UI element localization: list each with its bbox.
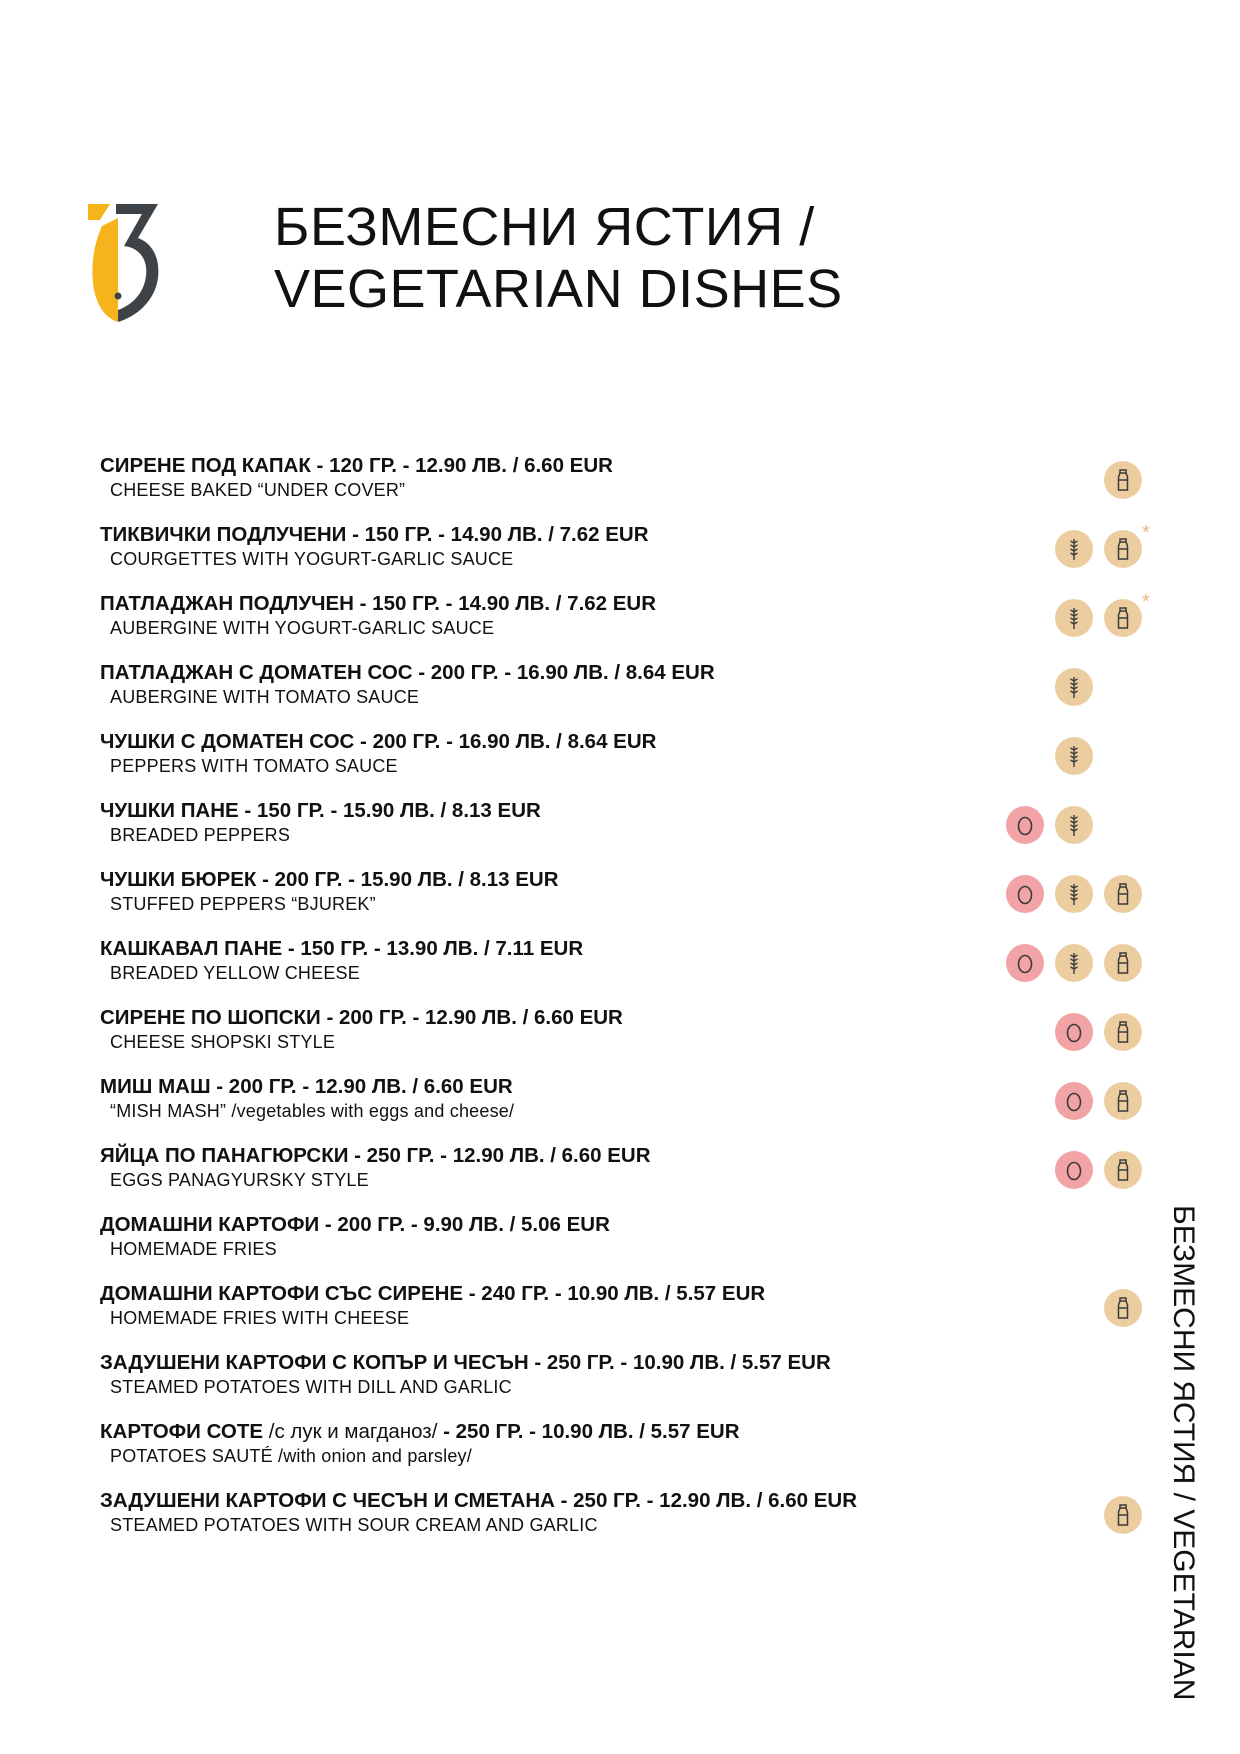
allergen-icons bbox=[1000, 806, 1160, 846]
dish-name-text: ПАТЛАДЖАН С ДОМАТЕН СОС - 200 ГР. - 16.90 ЛВ. / 8.64 EUR bbox=[100, 661, 715, 684]
dish-english-name: STEAMED POTATOES WITH DILL AND GARLIC bbox=[110, 1377, 512, 1397]
dish-name-text: СИРЕНЕ ПОД КАПАК - 120 ГР. - 12.90 ЛВ. / 6.60 EUR bbox=[100, 454, 613, 477]
milk-bottle-icon bbox=[1104, 1151, 1142, 1189]
dish-english-name: CHEESE BAKED “UNDER COVER” bbox=[110, 480, 406, 500]
allergen-icons bbox=[1000, 591, 1160, 639]
menu-item bbox=[100, 867, 1160, 936]
dish-english-name: PEPPERS WITH TOMATO SAUCE bbox=[110, 756, 398, 776]
dish-name-text: КАШКАВАЛ ПАНЕ - 150 ГР. - 13.90 ЛВ. / 7.11 EUR bbox=[100, 937, 584, 960]
allergen-icons bbox=[1000, 1220, 1160, 1260]
dish-name-text: СИРЕНЕ ПО ШОПСКИ - 200 ГР. - 12.90 ЛВ. / 6.60 EUR bbox=[100, 1006, 623, 1029]
dish-price-text: - 250 ГР. - 10.90 ЛВ. / 5.57 EUR bbox=[437, 1420, 740, 1443]
egg-allergen-icon bbox=[1055, 1013, 1093, 1051]
dish-name-text: ТИКВИЧКИ ПОДЛУЧЕНИ - 150 ГР. - 14.90 ЛВ. / 7.62 EUR bbox=[100, 523, 649, 546]
allergen-icons bbox=[1000, 1013, 1160, 1053]
egg-allergen-icon bbox=[1055, 1151, 1093, 1189]
milk-bottle-icon bbox=[1104, 530, 1142, 568]
dish-english-name: “MISH MASH” /vegetables with eggs and cheese/ bbox=[110, 1101, 515, 1121]
milk-bottle-icon bbox=[1104, 875, 1142, 913]
allergen-icons bbox=[1000, 461, 1160, 501]
milk-bottle-icon bbox=[1104, 1013, 1142, 1051]
dish-name-text: ЧУШКИ ПАНЕ - 150 ГР. - 15.90 ЛВ. / 8.13 EUR bbox=[100, 799, 541, 822]
dish-english-name: BREADED YELLOW CHEESE bbox=[110, 963, 360, 983]
menu-item bbox=[100, 1419, 1160, 1488]
dish-name-text: МИШ МАШ - 200 ГР. - 12.90 ЛВ. / 6.60 EUR bbox=[100, 1075, 513, 1098]
wheat-gluten-icon bbox=[1055, 875, 1093, 913]
milk-bottle-icon bbox=[1104, 461, 1142, 499]
milk-bottle-icon bbox=[1104, 599, 1142, 637]
milk-bottle-icon bbox=[1104, 1496, 1142, 1534]
wheat-gluten-icon bbox=[1055, 737, 1093, 775]
menu-item bbox=[100, 660, 1160, 729]
egg-allergen-icon bbox=[1055, 1082, 1093, 1120]
dish-english-name: STUFFED PEPPERS “BJUREK” bbox=[110, 894, 376, 914]
dish-name-text: ДОМАШНИ КАРТОФИ - 200 ГР. - 9.90 ЛВ. / 5.06 EUR bbox=[100, 1213, 610, 1236]
allergen-icons bbox=[1000, 1427, 1160, 1467]
allergen-icons bbox=[1000, 1289, 1160, 1329]
menu-item bbox=[100, 591, 1160, 660]
dish-english-name: HOMEMADE FRIES WITH CHEESE bbox=[110, 1308, 410, 1328]
side-title: БЕЗМЕСНИ ЯСТИЯ / VEGETARIAN bbox=[1167, 1205, 1200, 1701]
milk-bottle-icon bbox=[1104, 944, 1142, 982]
egg-allergen-icon bbox=[1006, 806, 1044, 844]
dish-english-name: COURGETTES WITH YOGURT-GARLIC SAUCE bbox=[110, 549, 514, 569]
dish-name-text: ЧУШКИ БЮРЕК - 200 ГР. - 15.90 ЛВ. / 8.13 EUR bbox=[100, 868, 559, 891]
milk-bottle-icon bbox=[1104, 1289, 1142, 1327]
dish-english-name: POTATOES SAUTÉ /with onion and parsley/ bbox=[110, 1446, 472, 1466]
page-title bbox=[274, 196, 843, 320]
allergen-icons bbox=[1000, 1082, 1160, 1122]
dish-name-text: ПАТЛАДЖАН ПОДЛУЧЕН - 150 ГР. - 14.90 ЛВ. / 7.62 EUR bbox=[100, 592, 657, 615]
dish-english-name: AUBERGINE WITH TOMATO SAUCE bbox=[110, 687, 420, 707]
egg-allergen-icon bbox=[1006, 875, 1044, 913]
allergen-icons bbox=[1000, 668, 1160, 708]
dish-english-name: EGGS PANAGYURSKY STYLE bbox=[110, 1170, 369, 1190]
dish-name-note: /с лук и магданоз/ bbox=[263, 1420, 438, 1443]
allergen-icons bbox=[1000, 1151, 1160, 1191]
wheat-gluten-icon bbox=[1055, 530, 1093, 568]
allergen-icons bbox=[1000, 737, 1160, 777]
menu-list bbox=[100, 453, 1160, 1557]
dish-english-name: BREADED PEPPERS bbox=[110, 825, 291, 845]
dish-english-name: AUBERGINE WITH YOGURT-GARLIC SAUCE bbox=[110, 618, 495, 638]
asterisk-note: * bbox=[1142, 591, 1150, 613]
menu-item bbox=[100, 729, 1160, 798]
title-line-2: VEGETARIAN DISHES bbox=[274, 259, 843, 319]
dish-name-text: КАРТОФИ СОТЕ bbox=[100, 1420, 264, 1443]
menu-item bbox=[100, 1005, 1160, 1074]
menu-item bbox=[100, 1488, 1160, 1557]
dish-english-name: STEAMED POTATOES WITH SOUR CREAM AND GARLIC bbox=[110, 1515, 598, 1535]
dish-name-text: ЗАДУШЕНИ КАРТОФИ С ЧЕСЪН И СМЕТАНА - 250 ГР. - 12.90 ЛВ. / 6.60 EUR bbox=[100, 1489, 858, 1512]
dish-name-text: ЗАДУШЕНИ КАРТОФИ С КОПЪР И ЧЕСЪН - 250 ГР. - 10.90 ЛВ. / 5.57 EUR bbox=[100, 1351, 831, 1374]
title-line-1: БЕЗМЕСНИ ЯСТИЯ / bbox=[274, 197, 815, 257]
allergen-icons bbox=[1000, 1496, 1160, 1536]
milk-bottle-icon bbox=[1104, 1082, 1142, 1120]
wheat-gluten-icon bbox=[1055, 806, 1093, 844]
wheat-gluten-icon bbox=[1055, 668, 1093, 706]
menu-item bbox=[100, 522, 1160, 591]
menu-item bbox=[100, 936, 1160, 1005]
allergen-icons bbox=[1000, 522, 1160, 570]
menu-item bbox=[100, 798, 1160, 867]
allergen-icons bbox=[1000, 944, 1160, 984]
wheat-gluten-icon bbox=[1055, 599, 1093, 637]
allergen-icons bbox=[1000, 1358, 1160, 1398]
dish-name-text: ЧУШКИ С ДОМАТЕН СОС - 200 ГР. - 16.90 ЛВ. / 8.64 EUR bbox=[100, 730, 657, 753]
dish-name-text: ДОМАШНИ КАРТОФИ СЪС СИРЕНЕ - 240 ГР. - 10.90 ЛВ. / 5.57 EUR bbox=[100, 1282, 766, 1305]
fish-logo-icon bbox=[88, 204, 164, 322]
egg-allergen-icon bbox=[1006, 944, 1044, 982]
menu-item bbox=[100, 1350, 1160, 1419]
menu-item bbox=[100, 1143, 1160, 1212]
dish-english-name: HOMEMADE FRIES bbox=[110, 1239, 277, 1259]
dish-name-text: ЯЙЦА ПО ПАНАГЮРСКИ - 250 ГР. - 12.90 ЛВ. / 6.60 EUR bbox=[100, 1144, 651, 1167]
allergen-icons bbox=[1000, 875, 1160, 915]
menu-item bbox=[100, 1212, 1160, 1281]
menu-item bbox=[100, 1281, 1160, 1350]
menu-item bbox=[100, 1074, 1160, 1143]
wheat-gluten-icon bbox=[1055, 944, 1093, 982]
dish-english-name: CHEESE SHOPSKI STYLE bbox=[110, 1032, 336, 1052]
menu-item bbox=[100, 453, 1160, 522]
asterisk-note: * bbox=[1142, 522, 1150, 544]
